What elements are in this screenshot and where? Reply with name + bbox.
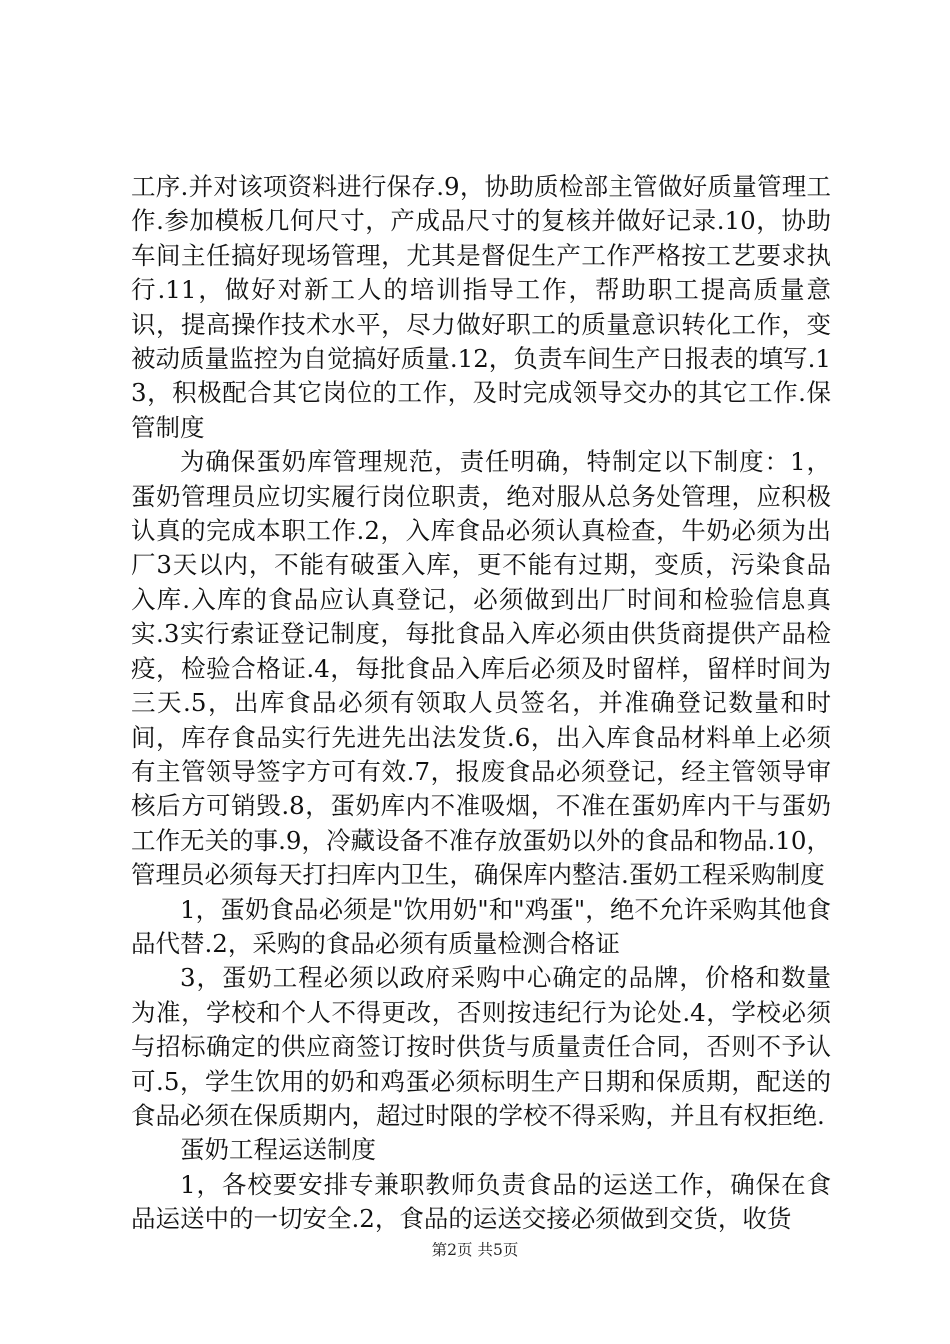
section-heading-transport: 蛋奶工程运送制度 xyxy=(180,1135,376,1165)
paragraph-procurement-rules-2: 3，蛋奶工程必须以政府采购中心确定的品牌，价格和数量为准，学校和个人不得更改，否则按违纪行为论处.4，学校必须与招标确定的供应商签订按时供货与质量责任合同，否则不予认可.5，学生饮用的奶和鸡蛋必须标明生产日期和保质期，配送的食品必须在保质期内，超过时限的学校不得采购，并且有权拒绝. xyxy=(131,963,831,1130)
paragraph-procurement-rules-1: 1，蛋奶食品必须是"饮用奶"和"鸡蛋"，绝不允许采购其他食品代替.2，采购的食品必须有质量检测合格证 xyxy=(131,894,831,958)
paragraph-quality-duties: 工序.并对该项资料进行保存.9，协助质检部主管做好质量管理工作.参加模板几何尺寸，产成品尺寸的复核并做好记录.10，协助车间主任搞好现场管理，尤其是督促生产工作严格按工艺要求执行.11，做好对新工人的培训指导工作，帮助职工提高质量意识，提高操作技术水平，尽力做好职工的质量意识转化工作，变被动质量监控为自觉搞好质量.12，负责车间生产日报表的填写.13，积极配合其它岗位的工作，及时完成领导交办的其它工作.保管制度 xyxy=(131,172,831,442)
paragraph-transport-rules: 1，各校要安排专兼职教师负责食品的运送工作，确保在食品运送中的一切安全.2，食品的运送交接必须做到交货，收货 xyxy=(131,1169,831,1234)
body-text xyxy=(131,170,831,1237)
page-number-footer: 第2页 共5页 xyxy=(431,1241,519,1259)
paragraph-storage-rules: 为确保蛋奶库管理规范，责任明确，特制定以下制度：1，蛋奶管理员应切实履行岗位职责，绝对服从总务处管理，应积极认真的完成本职工作.2，入库食品必须认真检查，牛奶必须为出厂3天以内，不能有破蛋入库，更不能有过期，变质，污染食品入库.入库的食品应认真登记，必须做到出厂时间和检验信息真实.3实行索证登记制度，每批食品入库必须由供货商提供产品检疫，检验合格证.4，每批食品入库后必须及时留样，留样时间为三天.5，出库食品必须有领取人员签名，并准确登记数量和时间，库存食品实行先进先出法发货.6，出入库食品材料单上必须有主管领导签字方可有效.7，报废食品必须登记，经主管领导审核后方可销毁.8，蛋奶库内不准吸烟，不准在蛋奶库内干与蛋奶工作无关的事.9，冷藏设备不准存放蛋奶以外的食品和物品.10，管理员必须每天打扫库内卫生，确保库内整洁.蛋奶工程采购制度 xyxy=(131,447,831,890)
